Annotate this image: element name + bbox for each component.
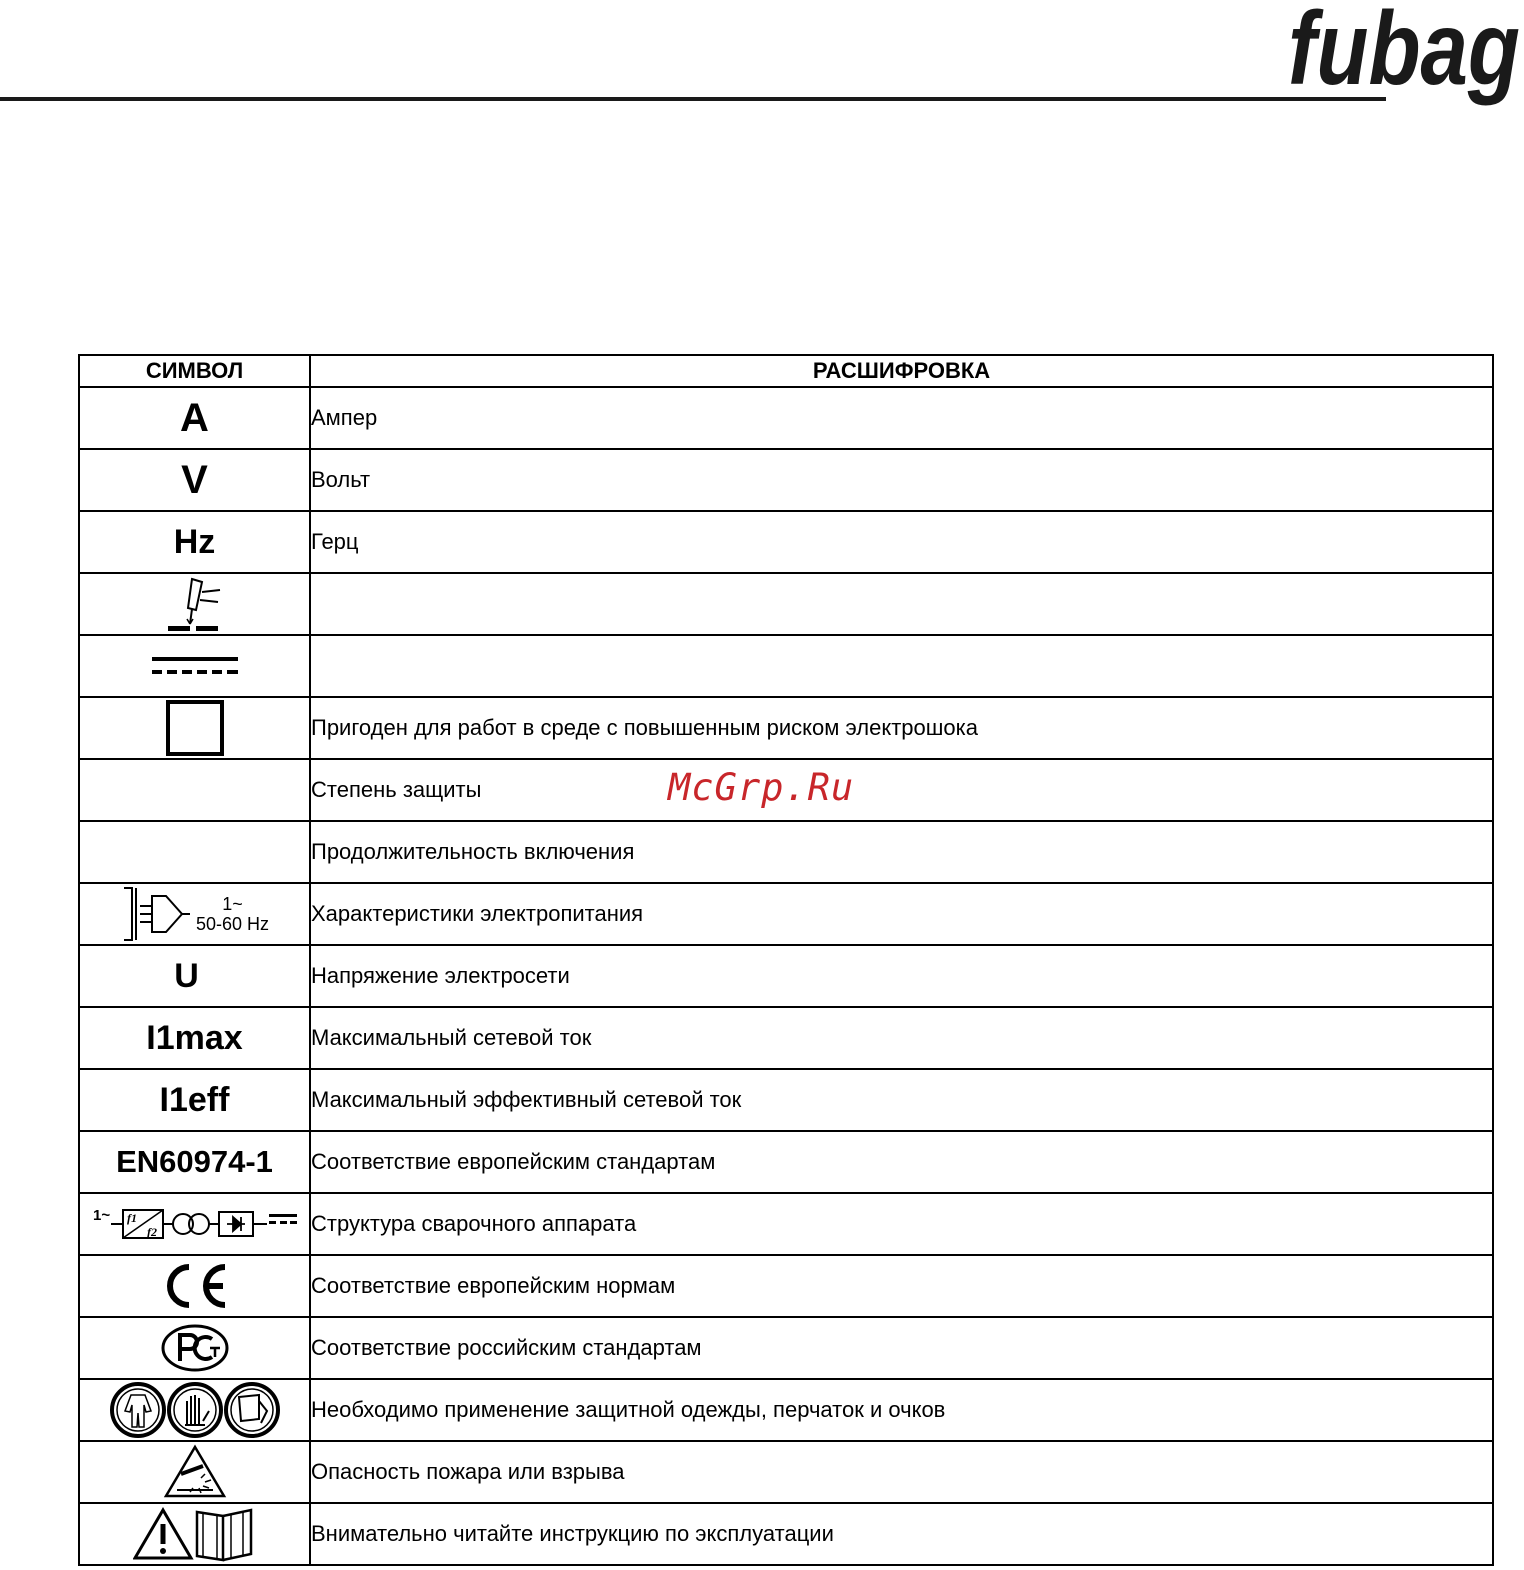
rst-mark-icon [160, 1323, 230, 1373]
table-row [79, 1255, 1493, 1317]
direct-current-icon [150, 651, 240, 681]
meaning-power-supply: Характеристики электропитания [310, 883, 1493, 945]
table-row [79, 573, 1493, 635]
symbol-hertz: Hz [79, 511, 310, 573]
meaning-protective-equipment: Необходимо применение защитной одежды, перчаток и очков [310, 1379, 1493, 1441]
protective-equipment-icon [109, 1381, 281, 1439]
table-row [79, 883, 1493, 945]
table-header-row [79, 355, 1493, 387]
meaning-rst: Соответствие российским стандартам [310, 1317, 1493, 1379]
meaning-welder-structure: Структура сварочного аппарата [310, 1193, 1493, 1255]
meaning-i1eff: Максимальный эффективный сетевой ток [310, 1069, 1493, 1131]
fire-hazard-icon [163, 1444, 227, 1500]
power-frequency: 50-60 Hz [195, 914, 270, 934]
header-meaning: РАСШИФРОВКА [310, 355, 1493, 387]
table-row [79, 1131, 1493, 1193]
symbol-ampere: A [79, 387, 310, 449]
symbol-voltage: U [79, 945, 310, 1007]
meaning-protection: Степень защиты [310, 759, 1493, 821]
shock-risk-square-icon [165, 699, 225, 757]
symbol-i1max: I1max [79, 1007, 310, 1069]
symbol-volt: V [79, 449, 310, 511]
table-row [79, 1441, 1493, 1503]
header-rule [0, 97, 1386, 101]
power-phase: 1~ [222, 894, 243, 914]
table-row [79, 945, 1493, 1007]
symbols-table [78, 354, 1494, 1566]
symbol-i1eff: I1eff [79, 1069, 310, 1131]
ce-mark-icon [159, 1261, 231, 1311]
meaning-volt: Вольт [310, 449, 1493, 511]
table-row [79, 1317, 1493, 1379]
table-row [79, 1069, 1493, 1131]
meaning-duty-cycle: Продолжительность включения [310, 821, 1493, 883]
meaning-empty-2 [310, 635, 1493, 697]
meaning-ampere: Ампер [310, 387, 1493, 449]
table-row [79, 697, 1493, 759]
svg-text:f2: f2 [146, 1225, 157, 1239]
meaning-en-standard: Соответствие европейским стандартам [310, 1131, 1493, 1193]
table-row [79, 1193, 1493, 1255]
meaning-i1max: Максимальный сетевой ток [310, 1007, 1493, 1069]
table-row [79, 449, 1493, 511]
table-row [79, 821, 1493, 883]
table-row [79, 387, 1493, 449]
welder-structure-icon [91, 1204, 299, 1244]
read-manual-icon [133, 1506, 257, 1562]
svg-text:1~: 1~ [92, 1207, 110, 1224]
symbol-duty-cycle-empty [79, 821, 310, 883]
fubag-logo [1286, 0, 1524, 112]
table-row [79, 635, 1493, 697]
watermark: McGrp.Ru [668, 766, 855, 809]
header-symbol: СИМВОЛ [79, 355, 310, 387]
logo-text: fubag [1288, 0, 1520, 107]
power-plug-icon [120, 886, 192, 942]
symbol-en-standard: EN60974-1 [79, 1131, 310, 1193]
table-row [79, 1503, 1493, 1565]
svg-text:f1: f1 [126, 1211, 137, 1225]
symbol-protection-empty [79, 759, 310, 821]
meaning-ce: Соответствие европейским нормам [310, 1255, 1493, 1317]
meaning-shock-risk: Пригоден для работ в среде с повышенным риском электрошока [310, 697, 1493, 759]
mma-welding-icon [160, 574, 230, 634]
meaning-hertz: Герц [310, 511, 1493, 573]
table-row [79, 1379, 1493, 1441]
table-row [79, 1007, 1493, 1069]
meaning-read-manual: Внимательно читайте инструкцию по эксплуатации [310, 1503, 1493, 1565]
table-row [79, 511, 1493, 573]
meaning-fire-hazard: Опасность пожара или взрыва [310, 1441, 1493, 1503]
meaning-empty-1 [310, 573, 1493, 635]
meaning-voltage: Напряжение электросети [310, 945, 1493, 1007]
